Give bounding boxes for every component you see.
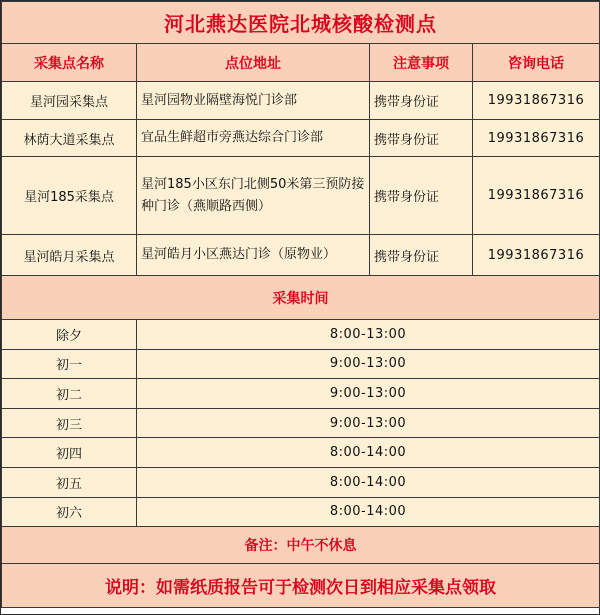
- testing-sites-table: [1, 1, 600, 608]
- explanation-text: 说明：如需纸质报告可于检测次日到相应采集点领取: [2, 564, 600, 608]
- site-row: [2, 82, 600, 120]
- page-title: 河北燕达医院北城核酸检测点: [2, 2, 600, 44]
- header-notes: 注意事项: [370, 44, 473, 82]
- site-address: 星河皓月小区燕达门诊（原物业）: [137, 235, 370, 276]
- remark-text: 备注：中午不休息: [2, 527, 600, 564]
- site-address: 星河园物业隔壁海悦门诊部: [137, 82, 370, 120]
- schedule-hours: 8:00-14:00: [137, 438, 600, 468]
- site-name: 星河皓月采集点: [2, 235, 137, 276]
- schedule-row: [2, 408, 600, 438]
- site-phone: 19931867316: [473, 120, 600, 157]
- site-notes: 携带身份证: [370, 82, 473, 120]
- schedule-hours: 8:00-14:00: [137, 467, 600, 497]
- schedule-row: [2, 349, 600, 379]
- schedule-hours: 8:00-13:00: [137, 320, 600, 350]
- schedule-hours: 8:00-14:00: [137, 497, 600, 527]
- site-phone: 19931867316: [473, 157, 600, 235]
- site-notes: 携带身份证: [370, 157, 473, 235]
- schedule-hours: 9:00-13:00: [137, 349, 600, 379]
- header-phone: 咨询电话: [473, 44, 600, 82]
- site-address: 星河185小区东门北侧50米第三预防接种门诊（燕顺路西侧）: [137, 157, 370, 235]
- schedule-row: [2, 497, 600, 527]
- schedule-day: 除夕: [2, 320, 137, 350]
- schedule-hours: 9:00-13:00: [137, 379, 600, 409]
- schedule-day: 初一: [2, 349, 137, 379]
- schedule-title-row: [2, 276, 600, 320]
- schedule-day: 初三: [2, 408, 137, 438]
- remark-row: [2, 527, 600, 564]
- schedule-row: [2, 320, 600, 350]
- site-row: [2, 120, 600, 157]
- site-notes: 携带身份证: [370, 235, 473, 276]
- schedule-day: 初二: [2, 379, 137, 409]
- schedule-row: [2, 438, 600, 468]
- site-notes: 携带身份证: [370, 120, 473, 157]
- schedule-title: 采集时间: [2, 276, 600, 320]
- header-row: [2, 44, 600, 82]
- site-row: [2, 235, 600, 276]
- schedule-hours: 9:00-13:00: [137, 408, 600, 438]
- header-site-name: 采集点名称: [2, 44, 137, 82]
- title-row: [2, 2, 600, 44]
- site-name: 林荫大道采集点: [2, 120, 137, 157]
- schedule-row: [2, 379, 600, 409]
- header-address: 点位地址: [137, 44, 370, 82]
- explanation-row: [2, 564, 600, 608]
- site-name: 星河185采集点: [2, 157, 137, 235]
- site-address: 宜品生鲜超市旁燕达综合门诊部: [137, 120, 370, 157]
- schedule-day: 初四: [2, 438, 137, 468]
- schedule-day: 初六: [2, 497, 137, 527]
- site-name: 星河园采集点: [2, 82, 137, 120]
- schedule-day: 初五: [2, 467, 137, 497]
- site-row: [2, 157, 600, 235]
- schedule-row: [2, 467, 600, 497]
- site-phone: 19931867316: [473, 235, 600, 276]
- site-phone: 19931867316: [473, 82, 600, 120]
